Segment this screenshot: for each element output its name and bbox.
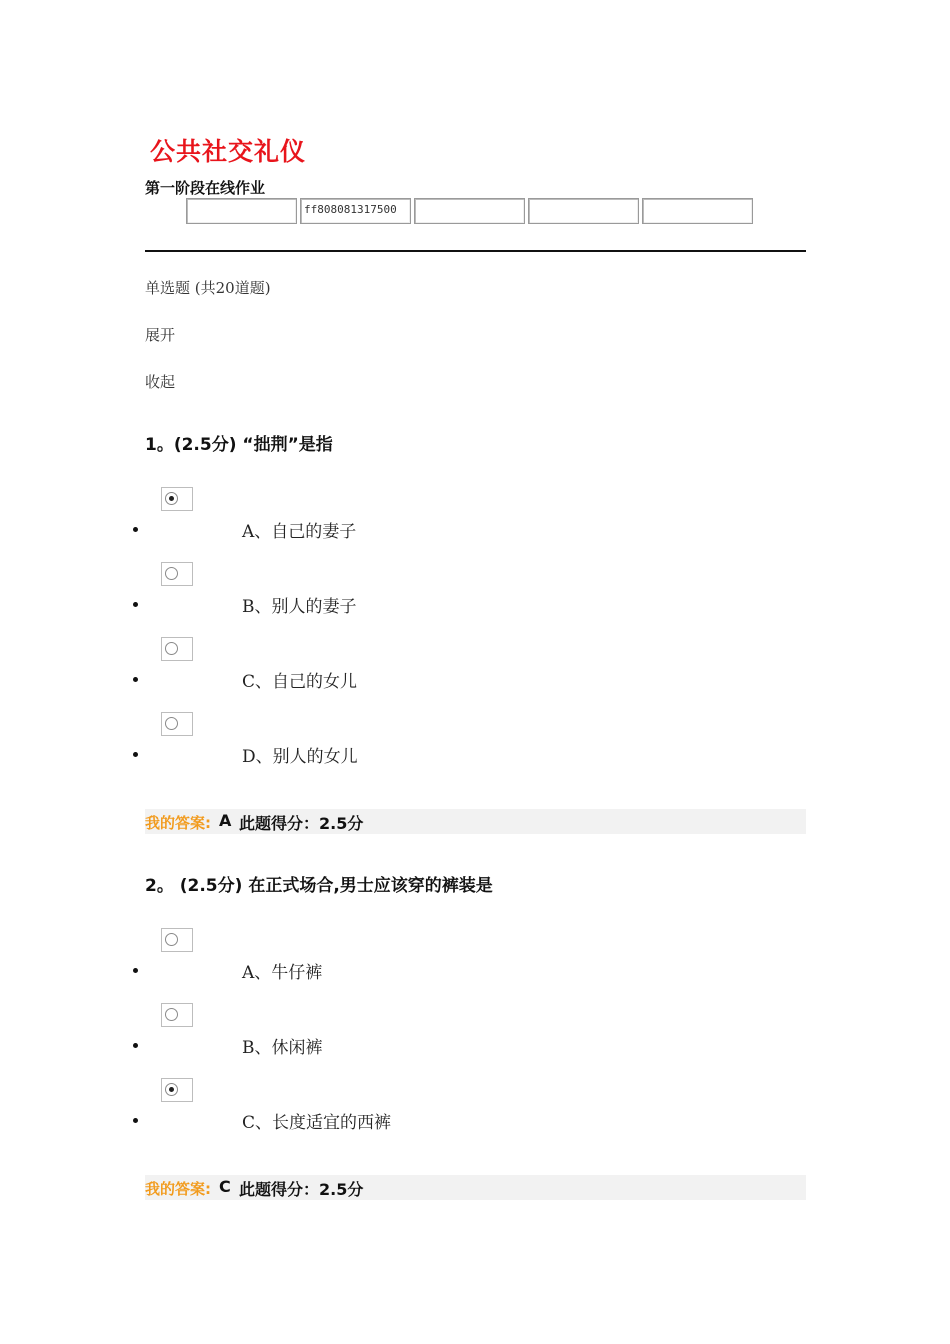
expand-link[interactable]: 展开 (145, 326, 176, 344)
bullet-icon (133, 1043, 138, 1048)
divider (145, 250, 806, 252)
option-radio-2C[interactable] (161, 1078, 193, 1102)
option-radio-2A[interactable] (161, 928, 193, 952)
course-title: 公共社交礼仪 (150, 137, 307, 166)
answer-bar-2 (145, 1175, 806, 1200)
option-radio-1A[interactable] (161, 487, 193, 511)
question-2-title: 2。 (2.5分) 在正式场合,男士应该穿的裤装是 (145, 876, 493, 896)
score-text: 此题得分：2.5分 (239, 1180, 364, 1199)
collapse-link[interactable]: 收起 (145, 373, 176, 391)
option-radio-2B[interactable] (161, 1003, 193, 1027)
header-table (186, 198, 756, 224)
option-label-1B: B、别人的妻子 (242, 597, 357, 617)
bullet-icon (133, 527, 138, 532)
question-type-label: 单选题 (共20道题) (145, 279, 271, 297)
radio-icon (165, 1008, 178, 1021)
radio-selected-icon (165, 1083, 178, 1096)
header-cell (642, 198, 753, 224)
option-label-1C: C、自己的女儿 (242, 672, 358, 692)
answer-label: 我的答案: (145, 1180, 211, 1198)
header-cell (528, 198, 639, 224)
option-label-1D: D、别人的女儿 (242, 747, 358, 767)
option-label-2C: C、长度适宜的西裤 (242, 1113, 392, 1133)
option-label-2B: B、休闲裤 (242, 1038, 323, 1058)
radio-icon (165, 642, 178, 655)
option-radio-1C[interactable] (161, 637, 193, 661)
header-cell (414, 198, 525, 224)
section-title: 第一阶段在线作业 (145, 179, 266, 197)
answer-bar-1 (145, 809, 806, 834)
score-text: 此题得分：2.5分 (239, 814, 364, 833)
bullet-icon (133, 602, 138, 607)
answer-value: A (219, 811, 232, 830)
radio-selected-icon (165, 492, 178, 505)
radio-icon (165, 717, 178, 730)
bullet-icon (133, 968, 138, 973)
bullet-icon (133, 1118, 138, 1123)
header-cell (186, 198, 297, 224)
option-label-1A: A、自己的妻子 (242, 522, 357, 542)
bullet-icon (133, 677, 138, 682)
option-label-2A: A、牛仔裤 (242, 963, 323, 983)
option-radio-1B[interactable] (161, 562, 193, 586)
option-radio-1D[interactable] (161, 712, 193, 736)
radio-icon (165, 567, 178, 580)
header-cell: ff808081317500 (300, 198, 411, 224)
bullet-icon (133, 752, 138, 757)
answer-label: 我的答案: (145, 814, 211, 832)
question-1-title: 1。(2.5分) “拙荆”是指 (145, 435, 333, 455)
answer-value: C (219, 1177, 231, 1196)
radio-icon (165, 933, 178, 946)
